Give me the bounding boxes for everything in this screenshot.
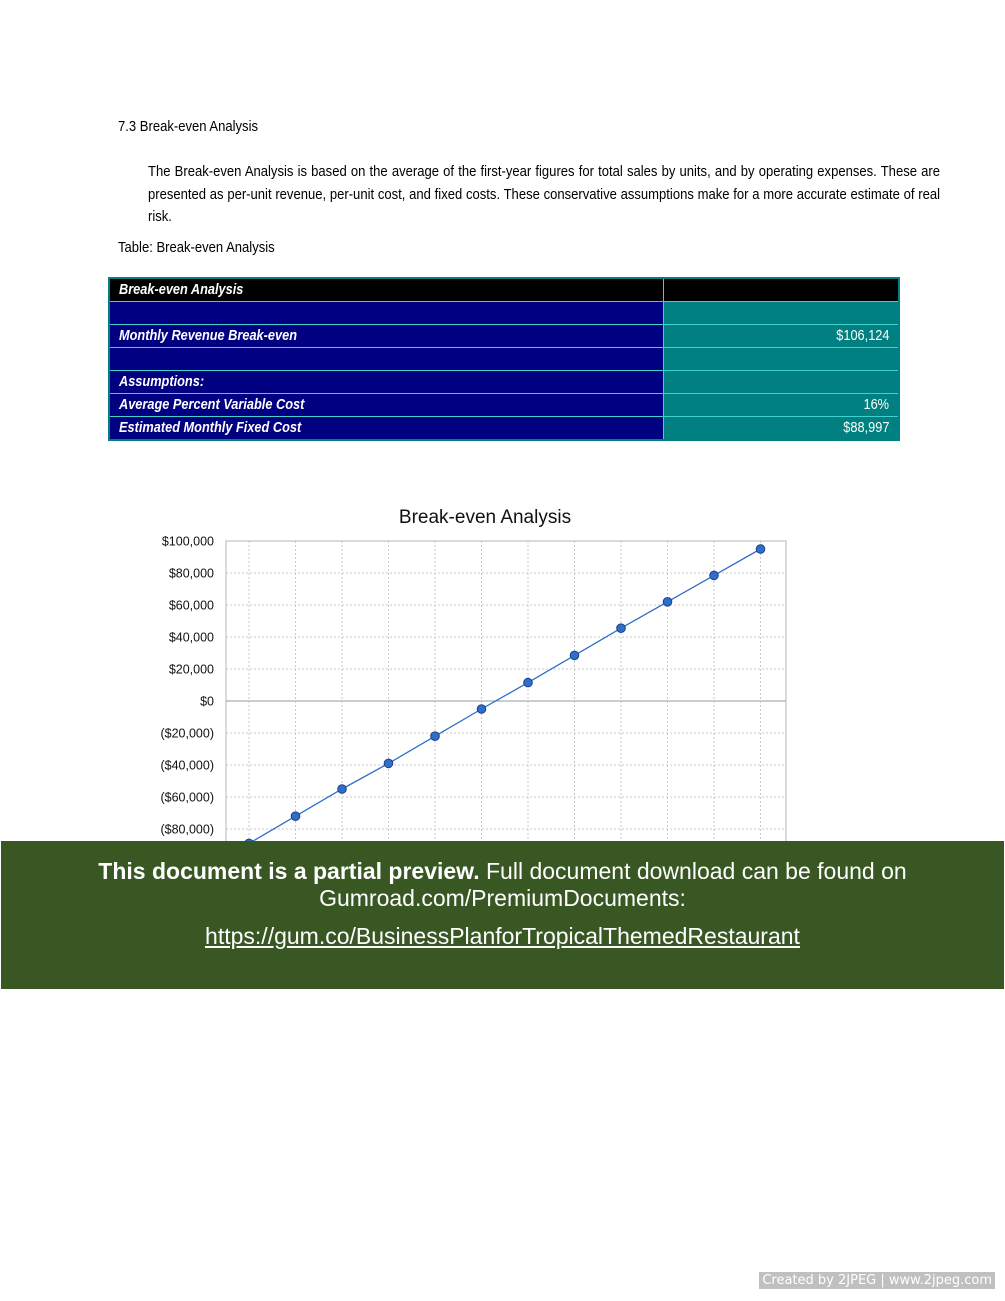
data-point — [524, 678, 533, 687]
assumptions-label: Assumptions: — [119, 374, 205, 390]
y-tick-label: ($60,000) — [160, 790, 214, 805]
table-header-row — [110, 279, 898, 301]
y-tick-label: $80,000 — [168, 566, 214, 581]
data-point — [431, 732, 440, 741]
data-point — [338, 785, 347, 794]
y-tick-label: $100,000 — [161, 534, 214, 549]
banner-text: Full document download can be found on Gumroad.com/PremiumDocuments: — [319, 858, 907, 911]
table-row-variable-cost — [110, 394, 898, 416]
banner-message — [1, 841, 1004, 912]
preview-banner — [1, 841, 1004, 989]
variable-cost-label: Average Percent Variable Cost — [119, 397, 305, 413]
data-point — [756, 545, 765, 554]
data-point — [477, 705, 486, 714]
data-point — [570, 651, 579, 660]
section-heading: 7.3 Break-even Analysis — [118, 119, 259, 135]
y-tick-label: $0 — [200, 694, 214, 709]
table-caption: Table: Break-even Analysis — [118, 240, 275, 256]
table-row-assumptions — [110, 371, 898, 393]
y-tick-label: ($40,000) — [160, 758, 214, 773]
fixed-cost-value: $88,997 — [842, 420, 889, 436]
y-tick-label: $20,000 — [168, 662, 214, 677]
table-title: Break-even Analysis — [119, 282, 244, 298]
revenue-value: $106,124 — [835, 328, 889, 344]
table-row-blank-1 — [110, 302, 898, 324]
break-even-table — [108, 277, 900, 441]
data-point — [663, 598, 672, 607]
data-point — [384, 759, 393, 768]
y-tick-label: $60,000 — [168, 598, 214, 613]
break-even-chart — [140, 500, 820, 845]
chart-title: Break-even Analysis — [398, 507, 572, 528]
table-row-blank-2 — [110, 348, 898, 370]
watermark: Created by 2JPEG | www.2jpeg.com — [759, 1272, 995, 1289]
plot-area — [226, 541, 786, 845]
banner-bold-text: This document is a partial preview. — [98, 858, 480, 884]
y-tick-label: $40,000 — [168, 630, 214, 645]
variable-cost-value: 16% — [863, 397, 889, 413]
fixed-cost-label: Estimated Monthly Fixed Cost — [119, 420, 302, 436]
download-link[interactable]: https://gum.co/BusinessPlanforTropicalThemedRestaurant — [205, 923, 800, 949]
data-point — [617, 624, 626, 633]
data-point — [291, 812, 300, 821]
y-tick-label: ($20,000) — [160, 726, 214, 741]
table-row-revenue — [110, 325, 898, 347]
intro-paragraph: The Break-even Analysis is based on the average of the first-year figures for total sales by units, and by operating expenses. These are presented as per-unit revenue, per-unit cost, and fixed costs. These conservative assumptions make for a more accurate estimate of real risk. — [148, 164, 940, 225]
table-row-fixed-cost — [110, 417, 898, 439]
data-point — [710, 571, 719, 580]
revenue-label: Monthly Revenue Break-even — [119, 328, 297, 344]
y-tick-label: ($80,000) — [160, 822, 214, 837]
